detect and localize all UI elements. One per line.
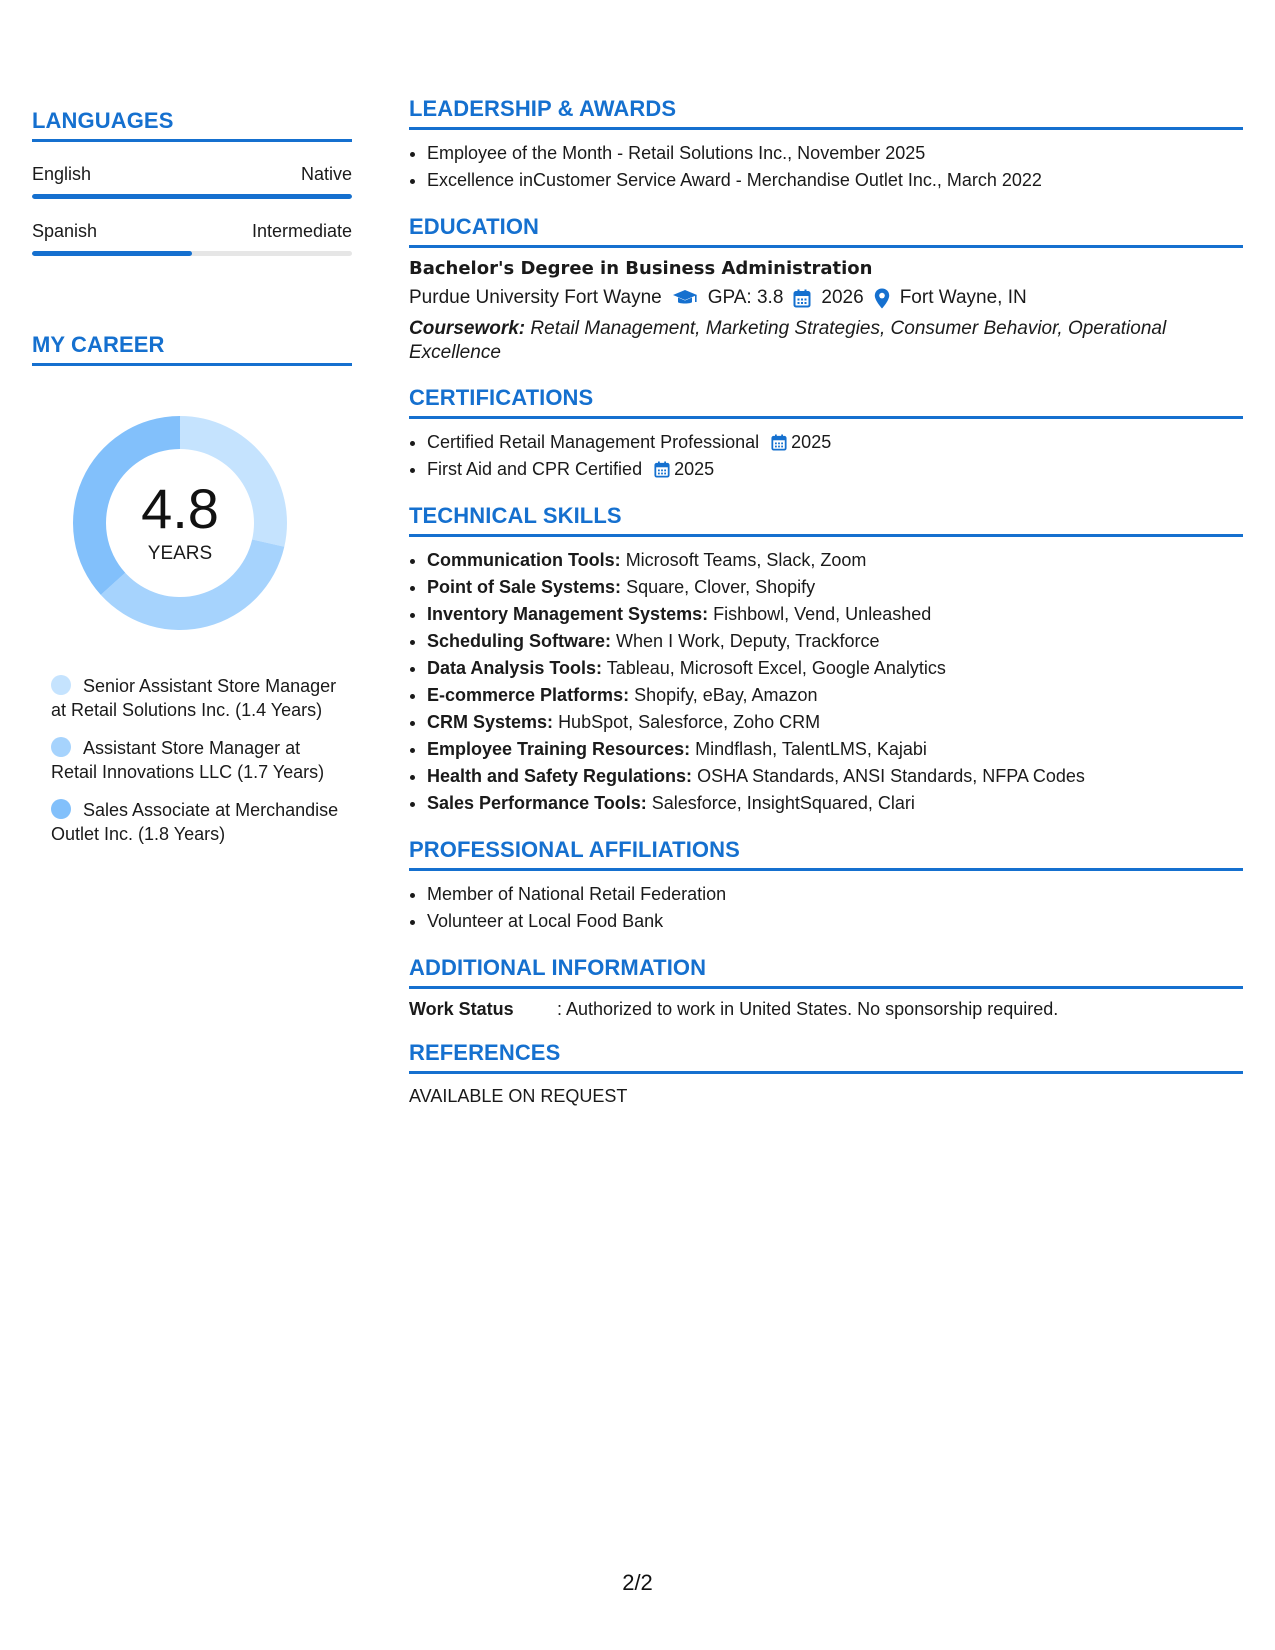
career-legend-item xyxy=(51,798,341,846)
language-name: Spanish xyxy=(32,221,98,241)
skill-value: Shopify, eBay, Amazon xyxy=(634,685,818,705)
legend-label: Assistant Store Manager at Retail Innovations LLC (1.7 Years) xyxy=(51,738,325,782)
skill-label: Health and Safety Regulations: xyxy=(427,766,693,786)
award-item: • Employee of the Month - Retail Solutions Inc., November 2025 xyxy=(427,140,1243,167)
language-level: Intermediate xyxy=(251,221,352,241)
legend-dot xyxy=(51,675,71,695)
skill-item xyxy=(427,574,1243,601)
legend-dot xyxy=(51,737,71,757)
language-proficiency-bar xyxy=(32,251,352,256)
certification-year: 2025 xyxy=(674,459,715,479)
language-proficiency-fill xyxy=(32,194,352,199)
language-proficiency-fill xyxy=(32,251,192,256)
career-legend-item xyxy=(51,674,341,722)
coursework-list: Retail Management, Marketing Strategies, Consumer Behavior, Operational Excellence xyxy=(409,318,1167,363)
legend-label: Sales Associate at Merchandise Outlet Inc. (1.8 Years) xyxy=(51,800,339,844)
language-proficiency-bar xyxy=(32,194,352,199)
skill-label: Inventory Management Systems: xyxy=(427,604,709,624)
skill-item xyxy=(427,655,1243,682)
calendar-icon xyxy=(654,461,670,478)
gpa: GPA: 3.8 xyxy=(707,287,784,308)
language-level: Native xyxy=(300,164,352,184)
language-item xyxy=(32,164,352,199)
skills-heading: TECHNICAL SKILLS xyxy=(409,503,1243,537)
certification-name: Certified Retail Management Professional xyxy=(427,432,760,452)
certification-item xyxy=(427,456,1243,483)
skill-label: Employee Training Resources: xyxy=(427,739,691,759)
work-status-value: : Authorized to work in United States. No sponsorship required. xyxy=(557,999,1059,1019)
donut-center xyxy=(65,408,295,638)
leadership-section xyxy=(409,96,1243,194)
skill-item xyxy=(427,763,1243,790)
certifications-heading: CERTIFICATIONS xyxy=(409,385,1243,419)
skill-label: Scheduling Software: xyxy=(427,631,612,651)
page-number: 2/2 xyxy=(622,1570,653,1595)
references-text: AVAILABLE ON REQUEST xyxy=(409,1086,628,1106)
skill-value: When I Work, Deputy, Trackforce xyxy=(616,631,880,651)
skill-value: Salesforce, InsightSquared, Clari xyxy=(651,793,915,813)
affiliation-item: • Volunteer at Local Food Bank xyxy=(427,908,1243,935)
skill-value: OSHA Standards, ANSI Standards, NFPA Codes xyxy=(697,766,1085,786)
skill-item xyxy=(427,547,1243,574)
skill-value: Mindflash, TalentLMS, Kajabi xyxy=(695,739,927,759)
coursework-label: Coursework: xyxy=(409,318,526,339)
career-total-unit: YEARS xyxy=(147,543,213,564)
languages-heading: LANGUAGES xyxy=(32,108,352,142)
skill-value: Square, Clover, Shopify xyxy=(626,577,816,597)
degree-title: Bachelor's Degree in Business Administration xyxy=(409,258,873,279)
skill-label: Point of Sale Systems: xyxy=(427,577,622,597)
coursework xyxy=(409,317,1243,365)
legend-label: Senior Assistant Store Manager at Retail Solutions Inc. (1.4 Years) xyxy=(51,676,337,720)
calendar-icon xyxy=(793,289,811,308)
additional-info-heading: ADDITIONAL INFORMATION xyxy=(409,955,1243,989)
career-donut-chart xyxy=(65,408,295,638)
calendar-icon xyxy=(771,434,787,451)
education-heading: EDUCATION xyxy=(409,214,1243,248)
skill-value: Microsoft Teams, Slack, Zoom xyxy=(625,550,867,570)
map-pin-icon xyxy=(874,288,890,309)
education-details xyxy=(409,287,1243,309)
affiliations-heading: PROFESSIONAL AFFILIATIONS xyxy=(409,837,1243,871)
affiliation-item: • Member of National Retail Federation xyxy=(427,881,1243,908)
skill-item xyxy=(427,628,1243,655)
left-column xyxy=(32,108,352,860)
additional-info-section xyxy=(409,955,1243,1020)
graduation-cap-icon xyxy=(672,289,698,307)
skill-label: Communication Tools: xyxy=(427,550,621,570)
affiliations-section xyxy=(409,837,1243,935)
career-legend-item xyxy=(51,736,341,784)
school-location: Fort Wayne, IN xyxy=(899,287,1027,308)
work-status-row xyxy=(409,999,1243,1020)
skill-item xyxy=(427,736,1243,763)
skill-item xyxy=(427,682,1243,709)
career-heading: MY CAREER xyxy=(32,332,352,366)
skill-item xyxy=(427,601,1243,628)
skill-item xyxy=(427,709,1243,736)
language-name: English xyxy=(32,164,92,184)
career-total-value: 4.8 xyxy=(141,477,219,540)
references-heading: REFERENCES xyxy=(409,1040,1243,1074)
references-section xyxy=(409,1040,1243,1107)
skill-label: E-commerce Platforms: xyxy=(427,685,630,705)
certification-item xyxy=(427,429,1243,456)
skill-label: Sales Performance Tools: xyxy=(427,793,647,813)
skills-section xyxy=(409,503,1243,817)
award-item: • Excellence inCustomer Service Award - Merchandise Outlet Inc., March 2022 xyxy=(427,167,1243,194)
legend-dot xyxy=(51,799,71,819)
certification-year: 2025 xyxy=(791,432,832,452)
skill-label: CRM Systems: xyxy=(427,712,554,732)
skill-value: HubSpot, Salesforce, Zoho CRM xyxy=(558,712,821,732)
education-section xyxy=(409,214,1243,365)
school-name: Purdue University Fort Wayne xyxy=(409,287,662,308)
skill-value: Fishbowl, Vend, Unleashed xyxy=(713,604,932,624)
graduation-year: 2026 xyxy=(821,287,864,308)
work-status-label: Work Status xyxy=(409,999,514,1019)
leadership-heading: LEADERSHIP & AWARDS xyxy=(409,96,1243,130)
language-item xyxy=(32,221,352,256)
certification-name: First Aid and CPR Certified xyxy=(427,459,643,479)
skill-label: Data Analysis Tools: xyxy=(427,658,603,678)
skill-item xyxy=(427,790,1243,817)
skill-value: Tableau, Microsoft Excel, Google Analytics xyxy=(606,658,946,678)
right-column xyxy=(409,96,1243,1127)
career-legend xyxy=(51,674,341,846)
certifications-section xyxy=(409,385,1243,483)
